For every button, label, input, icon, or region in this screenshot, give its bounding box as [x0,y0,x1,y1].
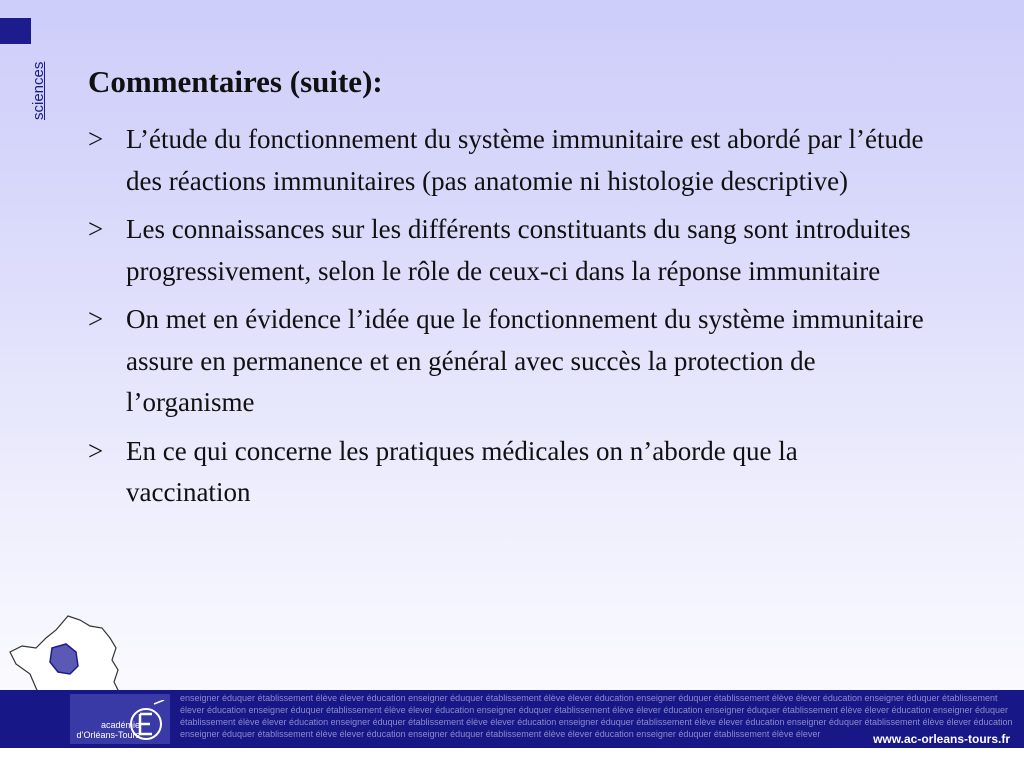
bullet-marker: > [88,214,104,244]
academy-emblem-icon [128,700,168,742]
bullet-text: L’étude du fonctionnement du système immunitaire est abordé par l’étude des réactions immunitaires (pas anatomie ni histologie descriptive) [126,124,924,196]
bullet-list [88,119,928,521]
academy-logo-line2: d’Orléans-Tours [76,730,140,740]
bullet-text: Les connaissances sur les différents constituants du sang sont introduites progressivement, selon le rôle de ceux-ci dans la réponse immunitaire [126,214,911,286]
academy-logo-line1: académie [100,720,140,730]
bullet-item [88,209,928,292]
footer-word-line: enseigner éduquer établissement élève élever éducation enseigner éduquer établissement élève élever éducation enseigner éduquer établissement élève élever [180,729,821,739]
footer-word-line: élever éducation enseigner éduquer établissement élève élever éducation enseigner éduquer établissement élève élever éducation enseigner éduquer établissement élève élever éducation enseigner éduquer [180,705,1009,715]
bottom-strip [0,748,1024,768]
footer-word-line: établissement élève élever éducation enseigner éduquer établissement élève élever éducation enseigner éduquer établissement élève élever éducation enseigner éduquer établissement élève élever éducation [180,717,1013,727]
bullet-text: On met en évidence l’idée que le fonctionnement du système immunitaire assure en permanence et en général avec succès la protection de l’organisme [126,304,924,417]
academy-website-link[interactable]: www.ac-orleans-tours.fr [869,732,1014,746]
bullet-marker: > [88,124,104,154]
slide-title: Commentaires (suite): [88,64,383,99]
bullet-marker: > [88,435,104,466]
footer-banner [0,690,1024,748]
bullet-text: En ce qui concerne les pratiques médicales on n’aborde que la vaccination [126,435,798,507]
bullet-item [88,119,928,202]
bullet-item [88,431,928,514]
footer-word-line: enseigner éduquer établissement élève élever éducation enseigner éduquer établissement élève élever éducation enseigner éduquer établissement élève élever éducation enseigner éduquer établissement [180,693,998,703]
corner-block [0,18,31,44]
bullet-marker: > [88,304,104,334]
sciences-label: sciences [30,61,47,120]
bullet-item [88,299,928,424]
